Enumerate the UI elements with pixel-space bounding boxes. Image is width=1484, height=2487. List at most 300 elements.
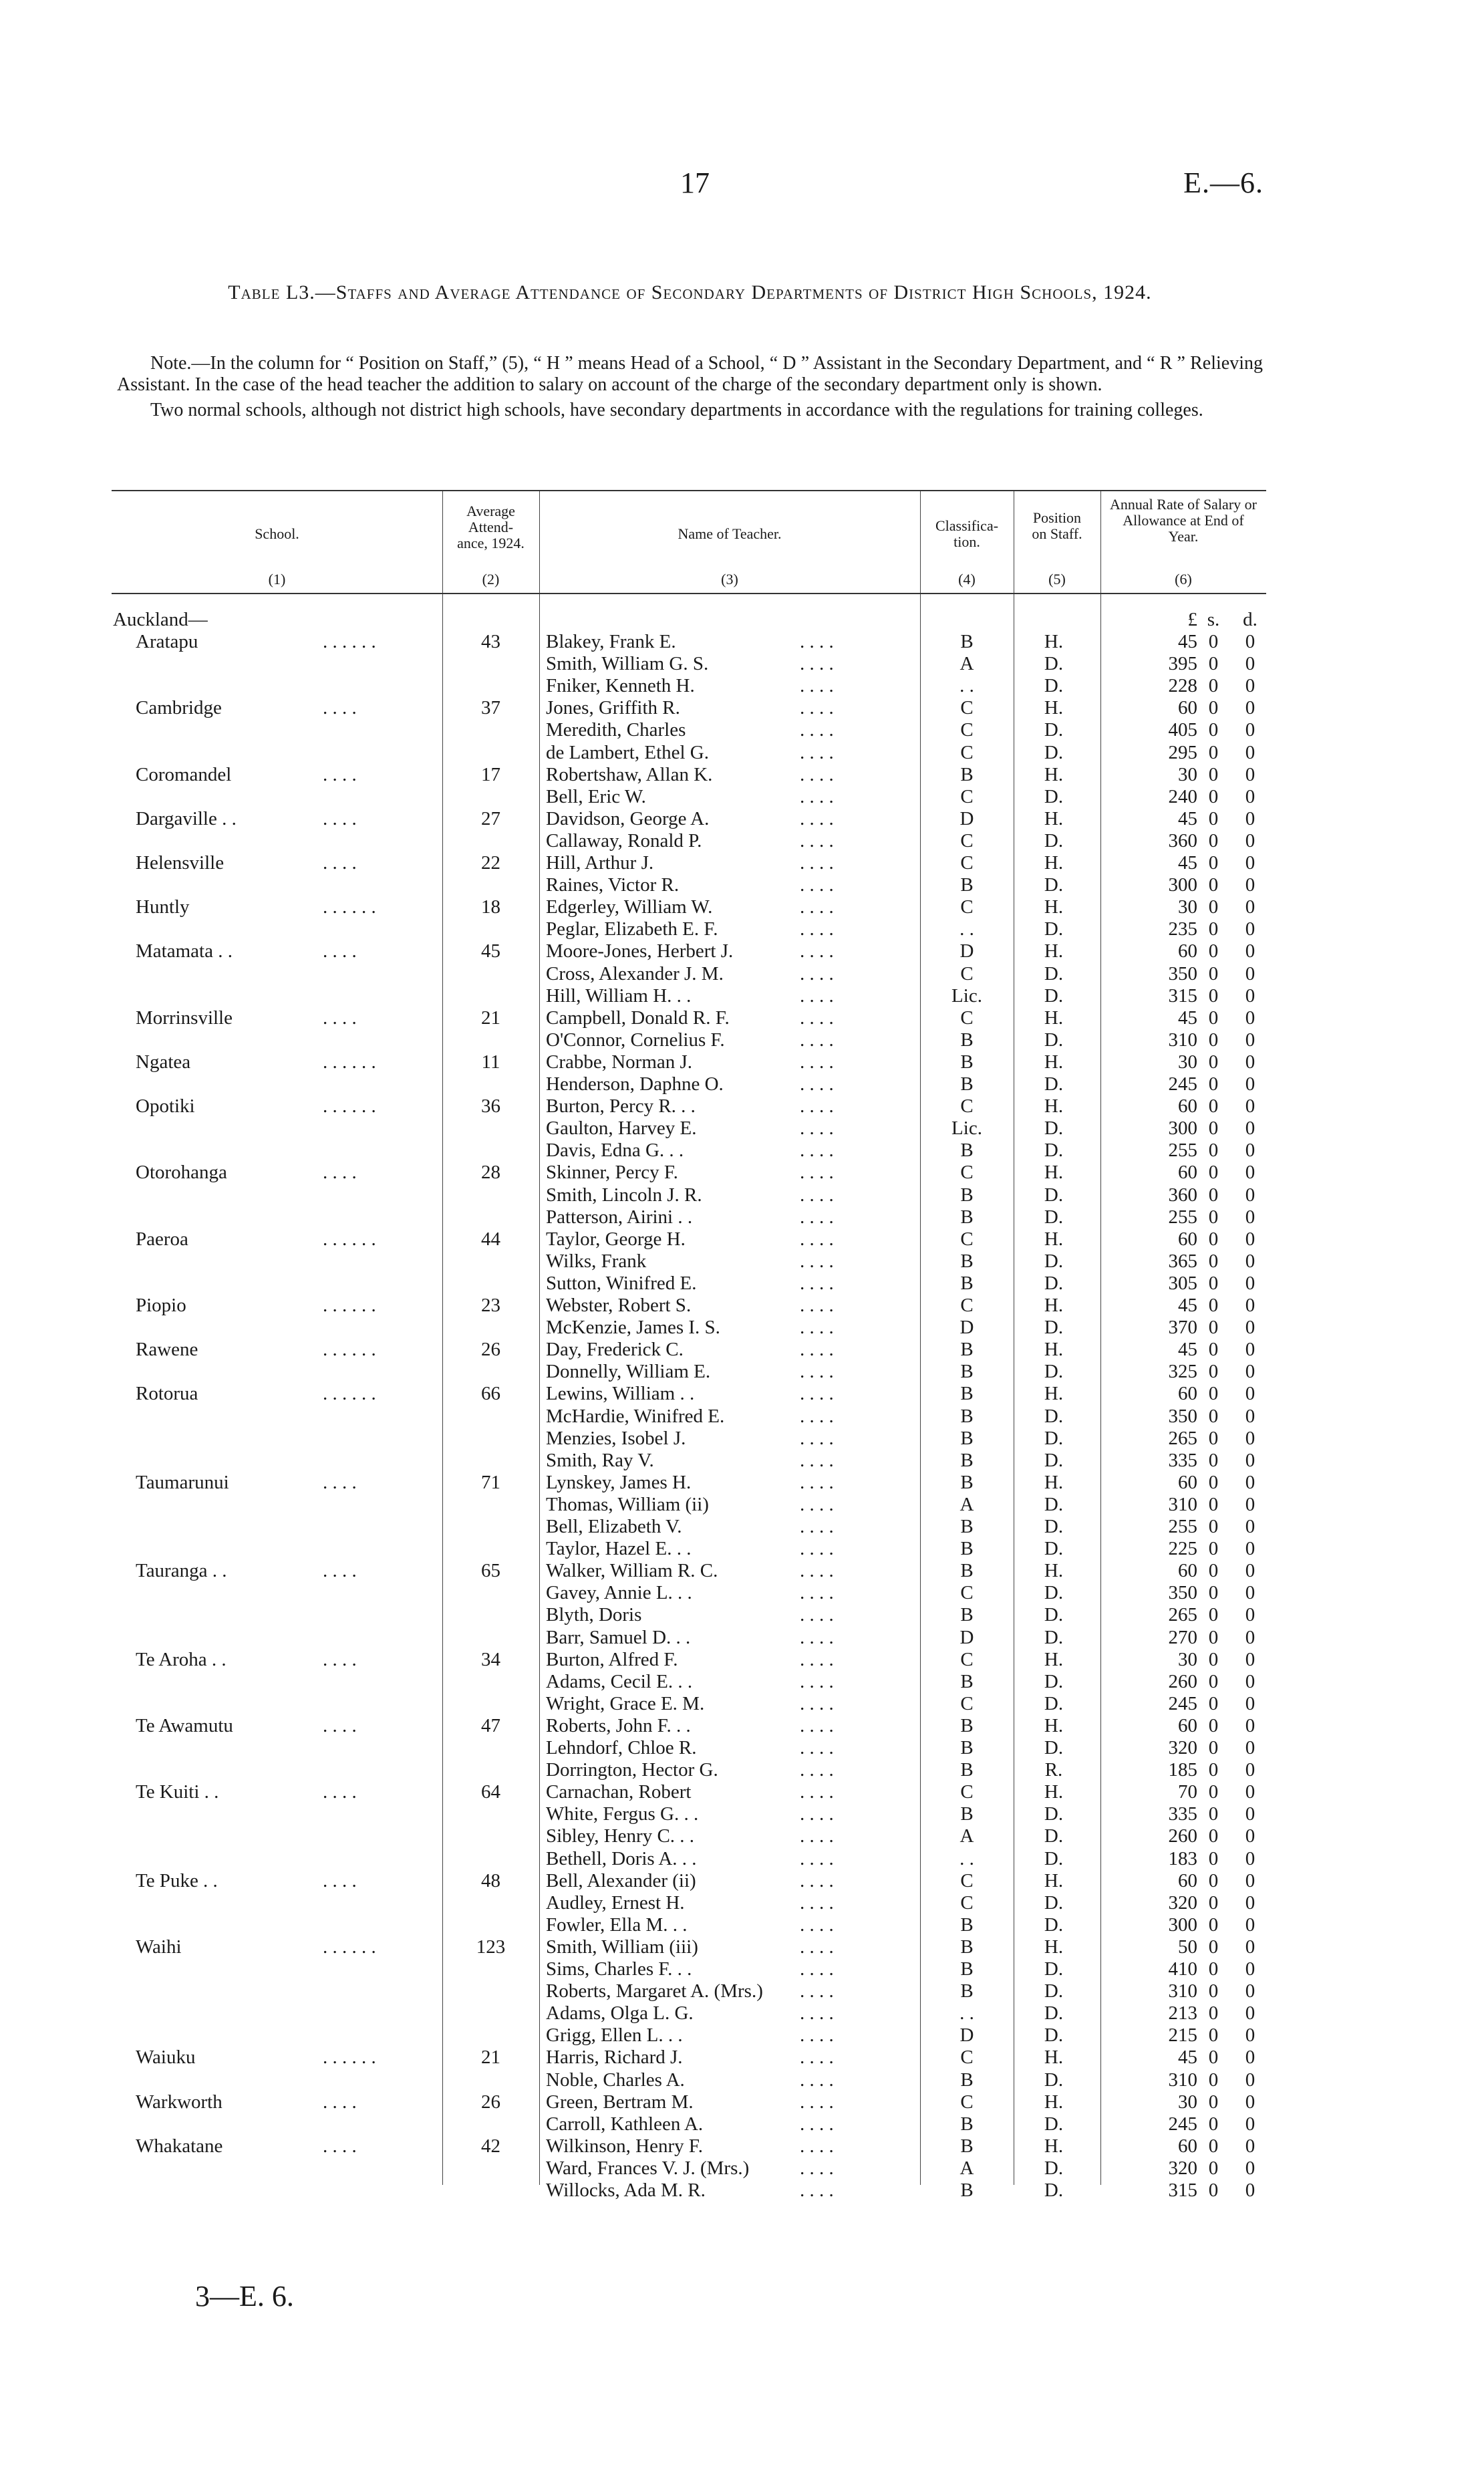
teacher-name: Wilks, Frank <box>546 1250 647 1272</box>
leader-dots: . . . . <box>800 697 834 719</box>
leader-dots: . . . . . . <box>323 1383 376 1405</box>
table-row <box>112 1759 1266 1781</box>
attendance-value: 123 <box>476 1936 506 1958</box>
salary-pence: 0 <box>1245 829 1255 852</box>
teacher-name: Crabbe, Norman J. <box>546 1051 693 1073</box>
leader-dots: . . . . <box>800 1095 834 1118</box>
teacher-name: Roberts, John F. . . <box>546 1714 691 1736</box>
classification-value: B <box>960 1936 974 1958</box>
salary-pence: 0 <box>1245 1582 1255 1604</box>
salary-pounds: 183 <box>1168 1847 1197 1869</box>
teacher-name: Willocks, Ada M. R. <box>546 2180 706 2201</box>
classification-value: C <box>960 852 974 874</box>
school-name: Cambridge <box>136 697 222 719</box>
salary-pounds: 365 <box>1168 1250 1197 1272</box>
teacher-name: Fniker, Kenneth H. <box>546 675 695 697</box>
teacher-name: McKenzie, James I. S. <box>546 1317 720 1339</box>
position-value: D. <box>1044 1914 1064 1936</box>
position-value: D. <box>1044 1692 1064 1714</box>
salary-pounds: 405 <box>1168 719 1197 741</box>
table-row <box>112 1627 1266 1649</box>
salary-pounds: 245 <box>1168 1073 1197 1095</box>
salary-pence: 0 <box>1245 962 1255 985</box>
table-row <box>112 1140 1266 1162</box>
salary-shillings: 0 <box>1208 1869 1219 1891</box>
table-body <box>112 594 1266 2201</box>
position-value: D. <box>1044 1604 1064 1626</box>
table-row <box>112 1184 1266 1206</box>
table-row <box>112 2024 1266 2047</box>
table-row <box>112 1914 1266 1936</box>
salary-pounds: 325 <box>1168 1361 1197 1383</box>
position-value: D. <box>1044 1029 1064 1051</box>
classification-value: B <box>960 1361 974 1383</box>
teacher-name: Harris, Richard J. <box>546 2047 683 2069</box>
leader-dots: . . . . <box>800 940 834 962</box>
salary-pence: 0 <box>1245 1825 1255 1847</box>
salary-pounds: 260 <box>1168 1670 1197 1692</box>
position-value: D. <box>1044 1493 1064 1515</box>
position-value: H. <box>1044 1228 1064 1250</box>
classification-value: B <box>960 1914 974 1936</box>
classification-value: Lic. <box>951 985 982 1007</box>
salary-shillings: 0 <box>1208 1073 1219 1095</box>
position-value: D. <box>1044 874 1064 896</box>
salary-shillings: 0 <box>1208 2113 1219 2135</box>
salary-pounds: 213 <box>1168 2002 1197 2024</box>
teacher-name: Carnachan, Robert <box>546 1781 692 1803</box>
salary-pounds: 310 <box>1168 1493 1197 1515</box>
salary-pounds: 245 <box>1168 1692 1197 1714</box>
salary-shillings: 0 <box>1208 896 1219 918</box>
leader-dots: . . . . <box>800 1272 834 1294</box>
classification-value: B <box>960 1759 974 1781</box>
salary-pence: 0 <box>1245 1162 1255 1184</box>
teacher-name: Taylor, Hazel E. . . <box>546 1538 692 1560</box>
footer-signature: 3—E. 6. <box>195 2280 294 2313</box>
table-row <box>112 1317 1266 1339</box>
salary-pounds: 310 <box>1168 2069 1197 2091</box>
salary-shillings: 0 <box>1208 1493 1219 1515</box>
classification-value: C <box>960 896 974 918</box>
salary-pence: 0 <box>1245 1295 1255 1316</box>
leader-dots: . . . . <box>800 1670 834 1692</box>
leader-dots: . . . . <box>323 1007 357 1029</box>
salary-pence: 0 <box>1245 1427 1255 1449</box>
salary-pounds: 255 <box>1168 1140 1197 1162</box>
attendance-value: 42 <box>481 2135 500 2157</box>
page-number: 17 <box>680 166 710 199</box>
leader-dots: . . . . <box>800 1803 834 1825</box>
salary-shillings: 0 <box>1208 1847 1219 1869</box>
leader-dots: . . . . <box>800 1383 834 1405</box>
leader-dots: . . . . <box>800 1140 834 1162</box>
leader-dots: . . . . <box>800 763 834 785</box>
classification-value: B <box>960 631 974 652</box>
leader-dots: . . . . <box>323 2135 357 2157</box>
salary-pounds: 315 <box>1168 985 1197 1007</box>
teacher-name: Smith, William G. S. <box>546 653 709 675</box>
salary-pounds: 300 <box>1168 1914 1197 1936</box>
classification-value: C <box>960 697 974 719</box>
salary-shillings: 0 <box>1208 962 1219 985</box>
salary-shillings: 0 <box>1208 1604 1219 1626</box>
teacher-name: Roberts, Margaret A. (Mrs.) <box>546 1980 763 2002</box>
classification-value: A <box>959 1493 974 1515</box>
classification-value: . . <box>959 1847 974 1869</box>
position-value: H. <box>1044 1781 1064 1803</box>
teacher-name: Jones, Griffith R. <box>546 697 680 719</box>
salary-pounds: 225 <box>1168 1538 1197 1560</box>
salary-shillings: 0 <box>1208 2002 1219 2024</box>
teacher-name: Gaulton, Harvey E. <box>546 1118 697 1140</box>
classification-value: C <box>960 741 974 763</box>
teacher-name: Fowler, Ella M. . . <box>546 1914 688 1936</box>
salary-shillings: 0 <box>1208 631 1219 652</box>
leader-dots: . . . . <box>800 653 834 675</box>
column-header-teacher: Name of Teacher. (3) <box>678 525 782 587</box>
leader-dots: . . . . <box>800 1869 834 1891</box>
table-row <box>112 2091 1266 2113</box>
teacher-name: Taylor, George H. <box>546 1228 686 1250</box>
salary-pounds: 395 <box>1168 653 1197 675</box>
salary-pence: 0 <box>1245 1272 1255 1294</box>
salary-pence: 0 <box>1245 1140 1255 1162</box>
salary-pounds: 228 <box>1168 675 1197 697</box>
classification-value: C <box>960 1582 974 1604</box>
salary-pounds: 260 <box>1168 1825 1197 1847</box>
salary-pence: 0 <box>1245 1449 1255 1471</box>
salary-pounds: 300 <box>1168 874 1197 896</box>
salary-pence: 0 <box>1245 1980 1255 2002</box>
table-row <box>112 1848 1266 1870</box>
classification-value: C <box>960 785 974 807</box>
leader-dots: . . . . <box>323 763 357 785</box>
salary-pence: 0 <box>1245 1803 1255 1825</box>
salary-pounds: 60 <box>1178 1095 1197 1118</box>
leader-dots: . . . . <box>800 2024 834 2047</box>
salary-shillings: 0 <box>1208 1118 1219 1140</box>
position-value: D. <box>1044 1140 1064 1162</box>
position-value: H. <box>1044 763 1064 785</box>
leader-dots: . . . . <box>800 1692 834 1714</box>
salary-pounds: 45 <box>1178 852 1197 874</box>
salary-pounds: 60 <box>1178 1162 1197 1184</box>
teacher-name: Menzies, Isobel J. <box>546 1427 686 1449</box>
table-row <box>112 918 1266 940</box>
salary-pounds: 300 <box>1168 1118 1197 1140</box>
salary-pence: 0 <box>1245 2135 1255 2157</box>
leader-dots: . . . . <box>800 2002 834 2024</box>
leader-dots: . . . . <box>800 1891 834 1914</box>
leader-dots: . . . . <box>323 697 357 719</box>
table-row <box>112 742 1266 764</box>
classification-value: D <box>959 2024 974 2047</box>
attendance-value: 71 <box>481 1471 500 1493</box>
attendance-value: 43 <box>481 631 500 652</box>
salary-shillings: 0 <box>1208 874 1219 896</box>
table-row <box>112 1428 1266 1450</box>
classification-value: B <box>960 1427 974 1449</box>
leader-dots: . . . . <box>800 1361 834 1383</box>
leader-dots: . . . . <box>800 1493 834 1515</box>
school-name: Warkworth <box>136 2091 222 2113</box>
salary-pence: 0 <box>1245 874 1255 896</box>
attendance-value: 65 <box>481 1560 500 1582</box>
column-divider <box>920 491 921 593</box>
column-divider <box>1100 491 1101 593</box>
salary-pounds: 30 <box>1178 763 1197 785</box>
leader-dots: . . . . <box>800 2047 834 2069</box>
salary-pence: 0 <box>1245 918 1255 940</box>
classification-value: . . <box>959 675 974 697</box>
position-value: H. <box>1044 1648 1064 1670</box>
leader-dots: . . . . <box>800 1936 834 1958</box>
attendance-value: 18 <box>481 896 500 918</box>
teacher-name: Bell, Elizabeth V. <box>546 1516 682 1537</box>
teacher-name: Thomas, William (ii) <box>546 1493 709 1515</box>
leader-dots: . . . . . . <box>323 1051 376 1073</box>
position-value: D. <box>1044 1427 1064 1449</box>
table-row <box>112 1538 1266 1560</box>
salary-shillings: 0 <box>1208 1714 1219 1736</box>
school-name: Te Aroha . . <box>136 1648 227 1670</box>
salary-pence: 0 <box>1245 985 1255 1007</box>
school-name: Morrinsville <box>136 1007 233 1029</box>
salary-shillings: 0 <box>1208 985 1219 1007</box>
salary-pounds: 30 <box>1178 2091 1197 2113</box>
attendance-value: 22 <box>481 852 500 874</box>
teacher-name: Sutton, Winifred E. <box>546 1272 697 1294</box>
salary-shillings: 0 <box>1208 1140 1219 1162</box>
position-value: D. <box>1044 1958 1064 1980</box>
salary-shillings: 0 <box>1208 1162 1219 1184</box>
salary-pence: 0 <box>1245 785 1255 807</box>
classification-value: Lic. <box>951 1118 982 1140</box>
table-row <box>112 1980 1266 2002</box>
table-row <box>112 963 1266 985</box>
salary-pence: 0 <box>1245 807 1255 829</box>
leader-dots: . . . . <box>800 2091 834 2113</box>
classification-value: B <box>960 1029 974 1051</box>
salary-pounds: 320 <box>1168 2157 1197 2179</box>
attendance-value: 23 <box>481 1295 500 1316</box>
attendance-value: 26 <box>481 1339 500 1361</box>
classification-value: B <box>960 1538 974 1560</box>
salary-pounds: 335 <box>1168 1449 1197 1471</box>
salary-shillings: 0 <box>1208 1339 1219 1361</box>
salary-shillings: 0 <box>1208 2180 1219 2201</box>
leader-dots: . . . . <box>800 1250 834 1272</box>
position-value: D. <box>1044 785 1064 807</box>
classification-value: B <box>960 1339 974 1361</box>
salary-pence: 0 <box>1245 1914 1255 1936</box>
note-paragraph: Note.—In the column for “ Position on Staff,” (5), “ H ” means Head of a School, “ D ” Assistant in the Secondary Department, and “ R ” Relieving Assistant. In the case of the head teacher the addition to salary on account of the charge of the secondary department only is shown. <box>117 353 1263 395</box>
position-value: H. <box>1044 1051 1064 1073</box>
salary-pounds: 350 <box>1168 1582 1197 1604</box>
salary-shillings: 0 <box>1208 1095 1219 1118</box>
position-value: D. <box>1044 962 1064 985</box>
classification-value: C <box>960 1869 974 1891</box>
table-row <box>112 1206 1266 1228</box>
attendance-value: 36 <box>481 1095 500 1118</box>
salary-shillings: 0 <box>1208 1405 1219 1427</box>
salary-shillings: 0 <box>1208 1538 1219 1560</box>
teacher-name: Day, Frederick C. <box>546 1339 684 1361</box>
salary-pounds: 270 <box>1168 1626 1197 1648</box>
leader-dots: . . . . <box>800 1980 834 2002</box>
position-value: H. <box>1044 1471 1064 1493</box>
salary-pence: 0 <box>1245 1891 1255 1914</box>
salary-shillings: 0 <box>1208 1582 1219 1604</box>
position-value: H. <box>1044 1560 1064 1582</box>
table-row <box>112 874 1266 896</box>
teacher-name: Hill, William H. . . <box>546 985 692 1007</box>
position-value: D. <box>1044 1250 1064 1272</box>
salary-pence: 0 <box>1245 896 1255 918</box>
teacher-name: Lewins, William . . <box>546 1383 695 1405</box>
school-name: Waiuku <box>136 2047 196 2069</box>
teacher-name: Wilkinson, Henry F. <box>546 2135 703 2157</box>
leader-dots: . . . . <box>800 1781 834 1803</box>
leader-dots: . . . . <box>800 2180 834 2201</box>
teacher-name: Barr, Samuel D. . . <box>546 1626 691 1648</box>
salary-pence: 0 <box>1245 1228 1255 1250</box>
salary-shillings: 0 <box>1208 1449 1219 1471</box>
table-row <box>112 1251 1266 1273</box>
leader-dots: . . . . <box>800 741 834 763</box>
table-row <box>112 1273 1266 1295</box>
salary-pence: 0 <box>1245 940 1255 962</box>
teacher-name: Robertshaw, Allan K. <box>546 763 713 785</box>
salary-shillings: 0 <box>1208 1958 1219 1980</box>
salary-pounds: 265 <box>1168 1427 1197 1449</box>
attendance-value: 17 <box>481 763 500 785</box>
salary-pence: 0 <box>1245 2113 1255 2135</box>
leader-dots: . . . . <box>800 1073 834 1095</box>
table-row <box>112 2180 1266 2202</box>
leader-dots: . . . . . . <box>323 2047 376 2069</box>
salary-shillings: 0 <box>1208 2157 1219 2179</box>
salary-pence: 0 <box>1245 1516 1255 1537</box>
salary-pounds: 235 <box>1168 918 1197 940</box>
position-value: H. <box>1044 1007 1064 1029</box>
salary-pounds: 60 <box>1178 1471 1197 1493</box>
school-name: Otorohanga <box>136 1162 227 1184</box>
column-divider <box>539 491 540 593</box>
classification-value: D <box>959 940 974 962</box>
classification-value: B <box>960 1714 974 1736</box>
school-name: Dargaville . . <box>136 807 237 829</box>
salary-shillings: 0 <box>1208 1648 1219 1670</box>
position-value: D. <box>1044 1073 1064 1095</box>
position-value: D. <box>1044 1516 1064 1537</box>
salary-shillings: 0 <box>1208 1560 1219 1582</box>
salary-pence: 0 <box>1245 1869 1255 1891</box>
table-row <box>112 1671 1266 1693</box>
teacher-name: Davidson, George A. <box>546 807 710 829</box>
classification-value: C <box>960 962 974 985</box>
attendance-value: 45 <box>481 940 500 962</box>
salary-shillings: 0 <box>1208 1825 1219 1847</box>
position-value: D. <box>1044 2180 1064 2201</box>
table-row <box>112 1693 1266 1715</box>
salary-shillings: 0 <box>1208 1051 1219 1073</box>
salary-pence: 0 <box>1245 653 1255 675</box>
salary-shillings: 0 <box>1208 1516 1219 1537</box>
classification-value: B <box>960 1140 974 1162</box>
salary-pence: 0 <box>1245 1714 1255 1736</box>
position-value: D. <box>1044 1405 1064 1427</box>
classification-value: A <box>959 1825 974 1847</box>
table-row <box>112 830 1266 852</box>
classification-value: B <box>960 1206 974 1228</box>
classification-value: C <box>960 719 974 741</box>
salary-pounds: 185 <box>1168 1759 1197 1781</box>
teacher-name: Lehndorf, Chloe R. <box>546 1737 697 1758</box>
classification-value: . . <box>959 918 974 940</box>
table-row <box>112 2069 1266 2091</box>
salary-shillings: 0 <box>1208 653 1219 675</box>
classification-value: B <box>960 1670 974 1692</box>
leader-dots: . . . . <box>800 2069 834 2091</box>
table-row <box>112 1383 1266 1405</box>
salary-pounds: 50 <box>1178 1936 1197 1958</box>
table-row <box>112 985 1266 1007</box>
classification-value: B <box>960 1560 974 1582</box>
salary-pence: 0 <box>1245 763 1255 785</box>
teacher-name: Smith, William (iii) <box>546 1936 698 1958</box>
table-row <box>112 1295 1266 1317</box>
region-label: Auckland— <box>113 609 208 630</box>
teacher-name: Cross, Alexander J. M. <box>546 962 724 985</box>
teacher-name: Smith, Lincoln J. R. <box>546 1184 702 1206</box>
table-row <box>112 1825 1266 1847</box>
position-value: D. <box>1044 1847 1064 1869</box>
pence-unit: d. <box>1243 609 1257 630</box>
salary-pounds: 305 <box>1168 1272 1197 1294</box>
school-name: Ngatea <box>136 1051 191 1073</box>
salary-pounds: 45 <box>1178 2047 1197 2069</box>
position-value: D. <box>1044 653 1064 675</box>
leader-dots: . . . . <box>800 1560 834 1582</box>
position-value: H. <box>1044 2047 1064 2069</box>
classification-value: B <box>960 1051 974 1073</box>
salary-shillings: 0 <box>1208 1781 1219 1803</box>
column-divider <box>442 491 443 593</box>
attendance-value: 28 <box>481 1162 500 1184</box>
teacher-name: Callaway, Ronald P. <box>546 829 702 852</box>
position-value: D. <box>1044 918 1064 940</box>
school-name: Tauranga . . <box>136 1560 227 1582</box>
salary-pence: 0 <box>1245 1493 1255 1515</box>
teacher-name: Skinner, Percy F. <box>546 1162 678 1184</box>
salary-shillings: 0 <box>1208 807 1219 829</box>
leader-dots: . . . . <box>323 1560 357 1582</box>
salary-pounds: 60 <box>1178 1869 1197 1891</box>
note-paragraph: Two normal schools, although not district high schools, have secondary departments in accordance with the regulations for training colleges. <box>150 400 1203 420</box>
salary-pounds: 360 <box>1168 1184 1197 1206</box>
salary-pence: 0 <box>1245 1361 1255 1383</box>
teacher-name: Gavey, Annie L. . . <box>546 1582 692 1604</box>
leader-dots: . . . . <box>800 675 834 697</box>
leader-dots: . . . . <box>323 1781 357 1803</box>
teacher-name: White, Fergus G. . . <box>546 1803 699 1825</box>
position-value: H. <box>1044 1714 1064 1736</box>
salary-pounds: 60 <box>1178 697 1197 719</box>
leader-dots: . . . . <box>800 1295 834 1316</box>
salary-pence: 0 <box>1245 1317 1255 1339</box>
